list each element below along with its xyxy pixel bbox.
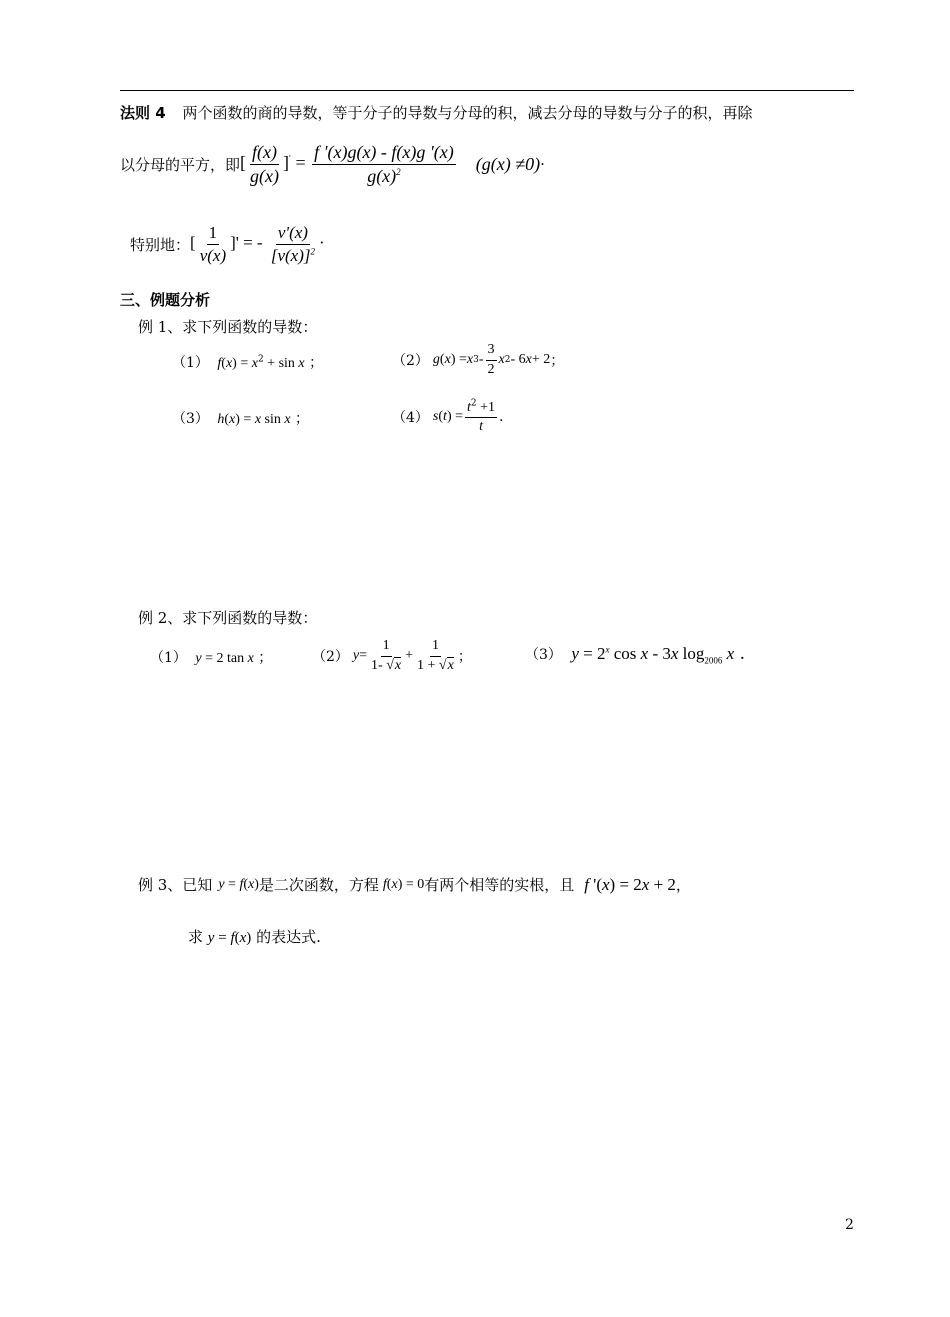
ex1-item3: （3） h(x) = x sin x ； xyxy=(172,411,310,427)
ex2-title: 例 2、求下列函数的导数： xyxy=(138,609,318,627)
rule4-line1 xyxy=(120,102,752,123)
ex2-item3: （3） $y = 2^x$ cos x - 3x $\log_{2006} x$ . xyxy=(525,644,745,666)
ex3-line2: 求 y = f(x) 的表达式. xyxy=(188,928,321,946)
rule4-text1: 两个函数的商的导数，等于分子的导数与分母的积，减去分母的导数与分子的积，再除 xyxy=(182,104,753,122)
rule4-line2: 以分母的平方，即 [ $\frac{f(x)}{g(x)}$ ]′ = $\frac{f '(x)g(x) - f(x)g '(x)}{g(x)^2}$ (g(x) ≠0) · xyxy=(120,141,545,186)
top-rule xyxy=(120,90,854,91)
section3-heading: 三、例题分析 xyxy=(120,291,211,309)
special-line xyxy=(130,218,325,270)
ex1-item2: （2） g ( x ) = x 3 - $\frac{3}{2}$ x 2 - 6 x + 2 ； xyxy=(392,342,565,377)
special-formula: [ $\frac{1}{v(x)}$ ]' = - $\frac{v'(x)}{[v(x)]^2}$ · xyxy=(190,222,325,265)
page-number: 2 xyxy=(845,1217,854,1233)
rule4-condition: (g(x) ≠0) xyxy=(475,153,541,174)
ex1-title: 例 1、求下列函数的导数： xyxy=(138,318,318,336)
special-label: 特别地： xyxy=(130,235,191,254)
ex2-item1: （1） y = 2 tan x ； xyxy=(150,650,273,666)
ex3-line1: 例 3、已知 y = f(x) 是二次函数，方程 f(x) = 0 有两个相等的实根，且 f '(x) = 2x + 2 ， xyxy=(138,874,691,894)
rule4-text2: 以分母的平方，即 xyxy=(120,155,241,174)
ex1-item1: （1） $f(x) = x^2 + \sin x$ ； xyxy=(172,354,324,371)
ex2-item2: （2） y = $\frac{1}{1- √x}$ + $\frac{1}{1 + √x}$ ； xyxy=(312,638,472,673)
ex1-item4: （4） s ( t ) = $\frac{t^2 +1}{t}$ . xyxy=(392,398,504,434)
quotient-formula: [ $\frac{f(x)}{g(x)}$ ]′ = $\frac{f '(x)g(x) - f(x)g '(x)}{g(x)^2}$ xyxy=(240,141,454,186)
rule4-label: 法则 4 xyxy=(120,104,166,122)
